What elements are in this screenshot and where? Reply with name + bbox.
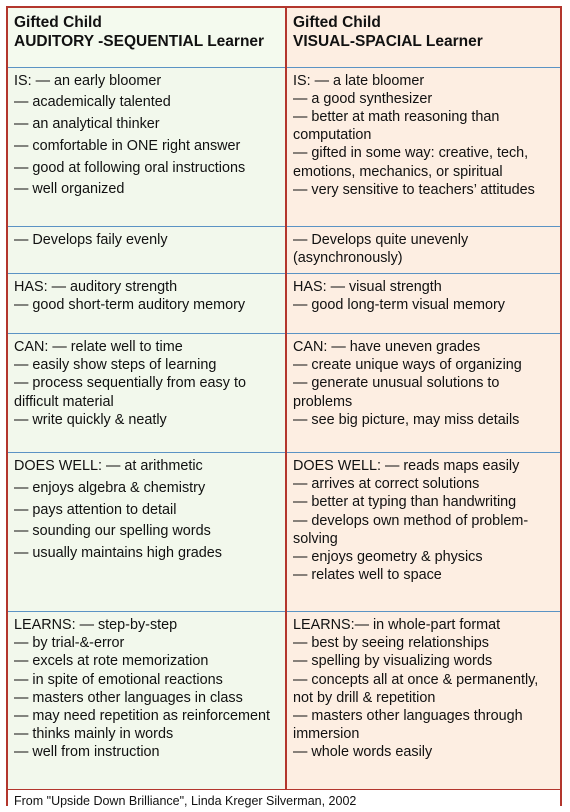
list-item: CAN: — relate well to time [14,338,183,355]
cell-left-has [8,273,286,333]
cell-right-is [286,67,560,226]
list-item: LEARNS:— in whole-part format [293,616,501,633]
list-item: — enjoys algebra & chemistry [14,479,206,496]
list-item: — gifted in some way: creative, tech, emotions, mechanics, or spiritual [293,145,529,180]
list-item: — whole words easily [293,744,433,761]
header-right-line-2: VISUAL-SPACIAL Learner [293,33,483,50]
header-visual-spacial [286,8,560,67]
row-can [8,333,560,452]
list-item: — arrives at correct solutions [293,476,480,493]
row-is [8,67,560,226]
list-item: — a good synthesizer [293,90,433,107]
list-item: — well from instruction [14,744,160,761]
list-item: — usually maintains high grades [14,545,222,562]
list-item: — masters other languages through immersion [293,707,523,743]
list-item: DOES WELL: — reads maps easily [293,457,520,474]
header-auditory-sequential [8,8,286,67]
list-item: — better at math reasoning than computation [293,108,500,144]
cell-left-does-well [8,452,286,611]
list-item: — Develops faily evenly [14,231,168,248]
list-item: CAN: — have uneven grades [293,338,481,355]
list-item: — very sensitive to teachers’ attitudes [293,181,535,198]
row-has [8,273,560,333]
list-item: HAS: — visual strength [293,278,442,295]
list-item: — spelling by visualizing words [293,653,493,670]
row-develops [8,226,560,273]
header-left-line-2: AUDITORY -SEQUENTIAL Learner [14,33,265,50]
list-item: — thinks mainly in words [14,726,174,743]
cell-left-can [8,333,286,452]
header-row [8,8,560,67]
cell-right-does-well [286,452,560,611]
list-item: — by trial-&-error [14,635,125,652]
list-item: — develops own method of problem-solving [293,512,529,547]
list-item: — concepts all at once & permanently, not by drill & repetition [293,671,539,706]
list-item: — process sequentially from easy to difficult material [14,375,246,410]
comparison-table [8,8,560,812]
list-item: — academically talented [14,94,171,111]
header-right-line-1: Gifted Child [293,14,381,31]
list-item: — better at typing than handwriting [293,494,517,511]
source-citation: From "Upside Down Brilliance", Linda Kreger Silverman, 2002 [8,789,560,812]
cell-right-develops [286,226,560,273]
header-left-line-1: Gifted Child [14,14,102,31]
list-item: — write quickly & neatly [14,411,167,428]
list-item: — well organized [14,181,125,198]
list-item: IS: — an early bloomer [14,72,162,89]
list-item: — easily show steps of learning [14,357,217,374]
list-item: IS: — a late bloomer [293,72,425,89]
list-item: — may need repetition as reinforcement [14,707,270,724]
cell-left-learns [8,611,286,789]
list-item: HAS: — auditory strength [14,278,178,295]
row-learns [8,611,560,789]
list-item: — pays attention to detail [14,501,177,518]
list-item: DOES WELL: — at arithmetic [14,457,203,474]
list-item: — create unique ways of organizing [293,357,522,374]
list-item: — generate unusual solutions to problems [293,375,500,410]
list-item: — good long-term visual memory [293,297,505,314]
list-item: — good at following oral instructions [14,159,246,176]
cell-right-learns [286,611,560,789]
cell-left-is [8,67,286,226]
list-item: — comfortable in ONE right answer [14,137,241,154]
list-item: — excels at rote memorization [14,653,209,670]
list-item: — Develops quite unevenly (asynchronously) [293,231,469,266]
list-item: — sounding our spelling words [14,523,211,540]
list-item: — masters other languages in class [14,689,243,706]
footer-row [8,789,560,812]
row-does-well [8,452,560,611]
list-item: — best by seeing relationships [293,635,489,652]
cell-right-has [286,273,560,333]
cell-right-can [286,333,560,452]
list-item: — in spite of emotional reactions [14,671,223,688]
list-item: — an analytical thinker [14,116,160,133]
list-item: — good short-term auditory memory [14,297,246,314]
comparison-chart [6,6,562,806]
list-item: — see big picture, may miss details [293,411,520,428]
list-item: — enjoys geometry & physics [293,548,483,565]
list-item: LEARNS: — step-by-step [14,616,178,633]
cell-left-develops [8,226,286,273]
list-item: — relates well to space [293,567,442,584]
